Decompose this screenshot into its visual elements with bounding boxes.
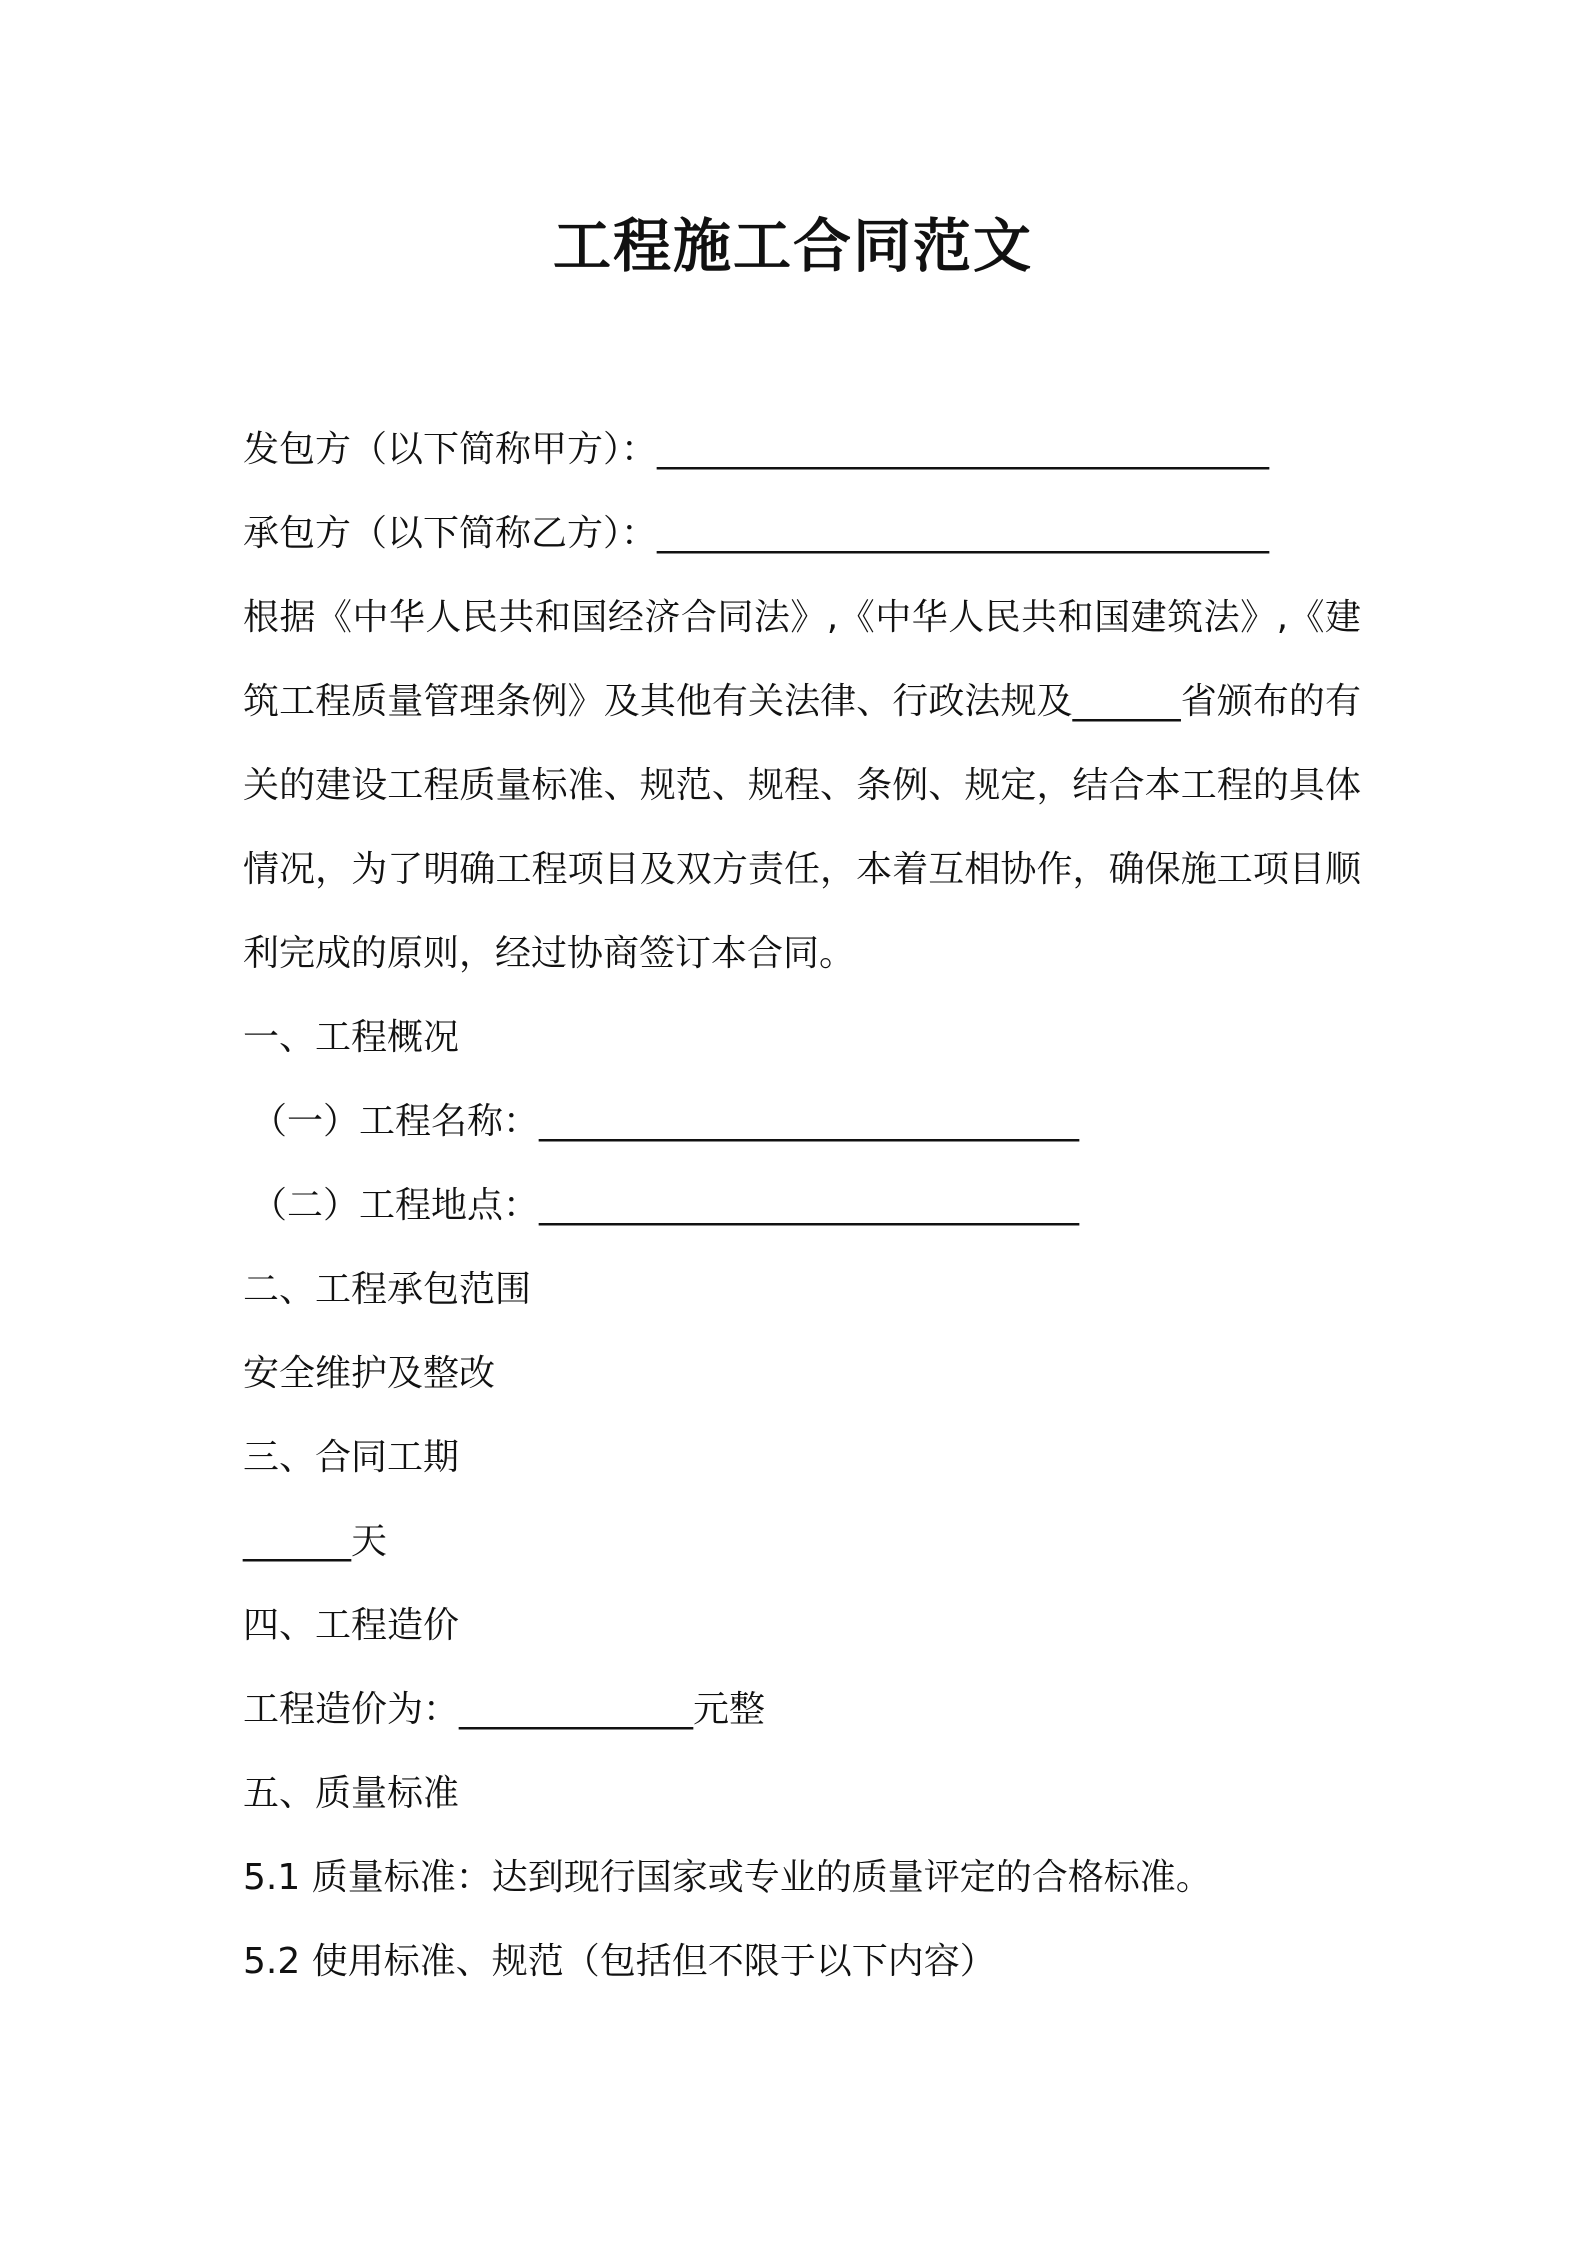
scope-text: 安全维护及整改 [243, 1353, 496, 1394]
intro-paragraph: 根据《中华人民共和国经济合同法》,《中华人民共和国建筑法》,《建筑工程质量管理条例》及其他有关法律、行政法规及______省颁布的有关的建设工程质量标准、规范、规程、条例、规定，结合本工程的具体情况，为了明确工程项目及双方责任，本着互相协作，确保施工项目顺利完成的原则，经过协商签订本合同。 [243, 597, 1361, 974]
section-heading-project-cost: 四、工程造价 [243, 1605, 460, 1646]
project-cost-line: 工程造价为：_____________元整 [243, 1689, 766, 1730]
quality-standard-5-2: 5.2 使用标准、规范（包括但不限于以下内容） [243, 1941, 996, 1982]
period-days-line: ______天 [243, 1521, 388, 1562]
section-heading-contract-period: 三、合同工期 [243, 1437, 460, 1478]
quality-standard-5-1: 5.1 质量标准：达到现行国家或专业的质量评定的合格标准。 [243, 1857, 1212, 1898]
party-a-line: 发包方（以下简称甲方）：__________________________________ [243, 429, 1270, 470]
project-location-line: （二）工程地点：______________________________ [251, 1185, 1080, 1226]
party-b-line: 承包方（以下简称乙方）：__________________________________ [243, 513, 1270, 554]
section-heading-contract-scope: 二、工程承包范围 [243, 1269, 532, 1310]
section-heading-project-overview: 一、工程概况 [243, 1017, 460, 1058]
page-title: 工程施工合同范文 [552, 212, 1033, 280]
document-body [243, 408, 1361, 2004]
section-heading-quality-standard: 五、质量标准 [243, 1773, 460, 1814]
project-name-line: （一）工程名称：______________________________ [251, 1101, 1080, 1142]
